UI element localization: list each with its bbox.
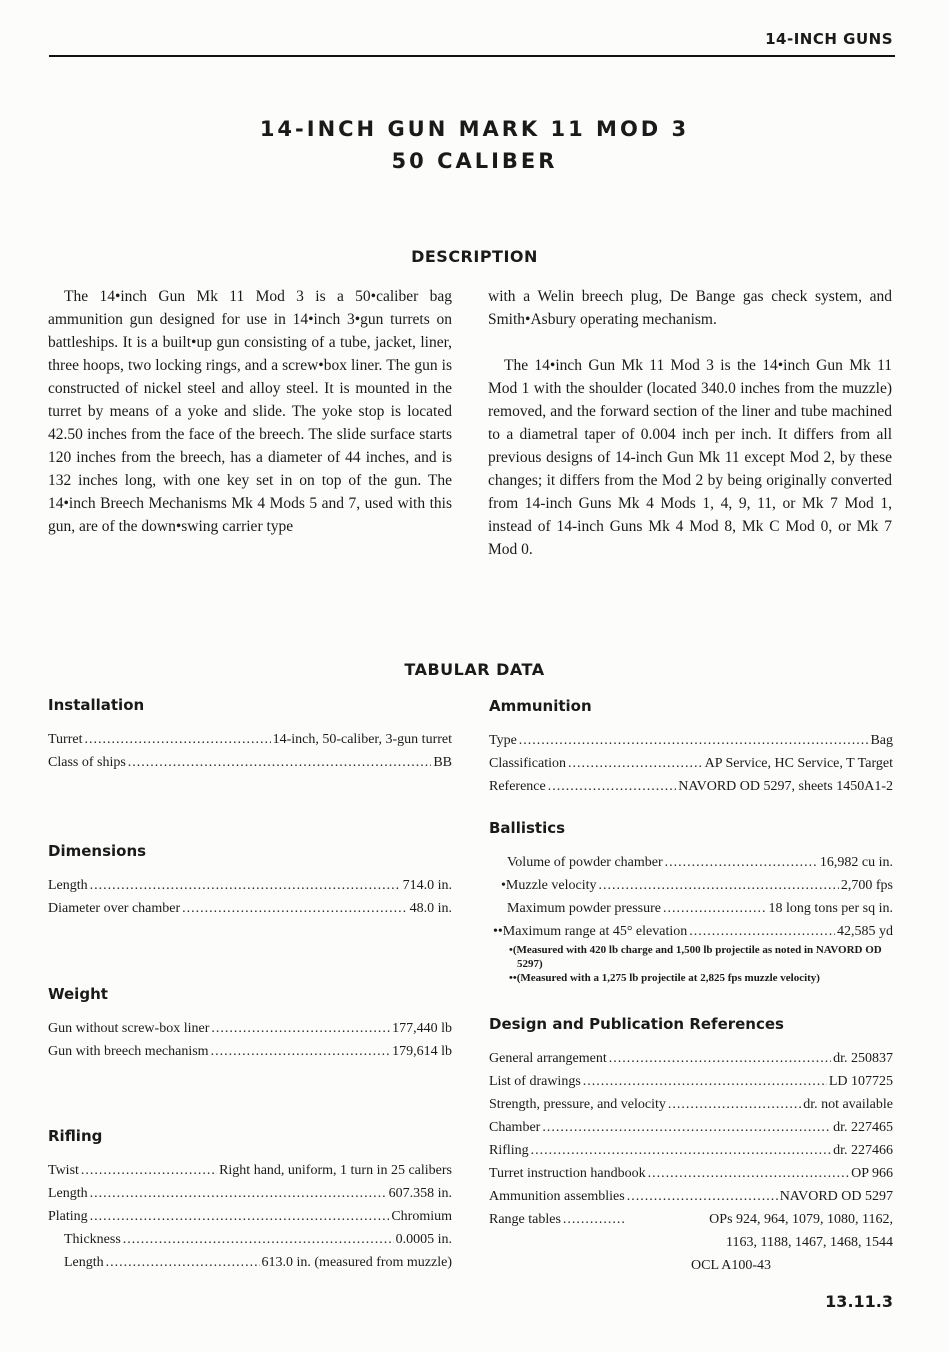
tabular-data-heading: TABULAR DATA (404, 660, 545, 679)
page-title (0, 113, 949, 177)
table-row: List of drawings ..... LD 107725 (489, 1070, 893, 1093)
table-row: Chamber ..... dr. 227465 (489, 1116, 893, 1139)
table-row: Rifling ..... dr. 227466 (489, 1139, 893, 1162)
table-row: Ammunition assemblies ..... NAVORD OD 5297 (489, 1185, 893, 1208)
section-heading: Dimensions (48, 842, 147, 860)
table-row: Turret instruction handbook ..... OP 966 (489, 1162, 893, 1185)
table-row: ••Maximum range at 45° elevation ..... 42,585 yd (493, 920, 893, 943)
table-row: Diameter over chamber ..... 48.0 in. (48, 897, 452, 920)
range-tables-continued: 1163, 1188, 1467, 1468, 1544 (726, 1235, 893, 1250)
table-row: General arrangement ..... dr. 250837 (489, 1047, 893, 1070)
section-heading: Ammunition (489, 697, 592, 715)
table-row: Twist ..... Right hand, uniform, 1 turn in 25 calibers (48, 1159, 452, 1182)
table-row: Range tables ..... OPs 924, 964, 1079, 1080, 1162, (489, 1208, 893, 1231)
description-heading: DESCRIPTION (411, 247, 538, 266)
weight-section (48, 985, 452, 1063)
range-tables-ocl: OCL A100-43 (691, 1258, 771, 1273)
running-head: 14-INCH GUNS (765, 30, 893, 48)
description-left-column (48, 285, 452, 561)
header-rule (49, 55, 895, 57)
section-heading: Rifling (48, 1127, 103, 1145)
table-row: Gun with breech mechanism ..... 179,614 lb (48, 1040, 452, 1063)
installation-section (48, 696, 452, 774)
title-line-2: 50 CALIBER (391, 149, 558, 173)
table-row: Length ..... 714.0 in. (48, 874, 452, 897)
rifling-section (48, 1127, 452, 1274)
table-row: Strength, pressure, and velocity ..... dr. not available (489, 1093, 893, 1116)
references-section (489, 1015, 893, 1277)
table-row: Type ..... Bag (489, 729, 893, 752)
page-number: 13.11.3 (825, 1292, 893, 1311)
table-row: Volume of powder chamber ..... 16,982 cu in. (507, 851, 893, 874)
table-row: Reference ..... NAVORD OD 5297, sheets 1450A1-2 (489, 775, 893, 798)
table-row: Thickness ..... 0.0005 in. (48, 1228, 452, 1251)
section-heading: Design and Publication References (489, 1015, 784, 1033)
dimensions-section (48, 842, 452, 920)
table-row: •Muzzle velocity ..... 2,700 fps (501, 874, 893, 897)
section-heading: Weight (48, 985, 108, 1003)
description-paragraph: The 14•inch Gun Mk 11 Mod 3 is the 14•inch Gun Mk 11 Mod 1 with the shoulder (located 340.0 inches from the muzzle) removed, and the forward section of the liner and tube machined to a diametral taper of 0.004 inch per inch. It differs from all previous designs of 14-inch Gun Mk 11 except Mod 2, by these changes; it differs from the Mod 2 by being originally converted from 14-inch Guns Mk 4 Mods 1, 4, 9, 11, or Mk 7 Mod 1, instead of 14-inch Guns Mk 4 Mod 8, Mk C Mod 0, or Mk 7 Mod 0. (488, 357, 892, 558)
title-line-1: 14-INCH GUN MARK 11 MOD 3 (259, 117, 690, 141)
description-right-column (488, 285, 892, 584)
table-row: Length ..... 613.0 in. (measured from muzzle) (48, 1251, 452, 1274)
footnote: ••(Measured with a 1,275 lb projectile at 2,825 fps muzzle velocity) (509, 972, 820, 984)
footnote: •(Measured with 420 lb charge and 1,500 lb projectile as noted in NAVORD OD 5297) (509, 944, 882, 970)
table-row: Turret ..... 14-inch, 50-caliber, 3-gun turret (48, 728, 452, 751)
table-row: Gun without screw-box liner ..... 177,440 lb (48, 1017, 452, 1040)
ammunition-section (489, 697, 893, 798)
ballistics-section (489, 819, 893, 985)
table-row: Plating ..... Chromium (48, 1205, 452, 1228)
section-heading: Ballistics (489, 819, 566, 837)
section-heading: Installation (48, 696, 145, 714)
table-row: Classification ..... AP Service, HC Service, T Target (489, 752, 893, 775)
description-paragraph: with a Welin breech plug, De Bange gas check system, and Smith•Asbury operating mechanism. (488, 288, 892, 328)
table-row: Maximum powder pressure ..... 18 long tons per sq in. (507, 897, 893, 920)
table-row: Length ..... 607.358 in. (48, 1182, 452, 1205)
table-row: Class of ships ..... BB (48, 751, 452, 774)
description-paragraph: The 14•inch Gun Mk 11 Mod 3 is a 50•caliber bag ammunition gun designed for use in 14•inch 3•gun turrets on battleships. It is a built•up gun consisting of a tube, jacket, liner, three hoops, two locking rings, and a screw•box liner. The gun is constructed of nickel steel and alloy steel. It is mounted in the turret by means of a yoke and slide. The yoke stop is located 42.50 inches from the face of the breech. The slide surface starts 120 inches from the breech, has a diameter of 44 inches, and is 132 inches long, with one key set in on top of the gun. The 14•inch Breech Mechanisms Mk 4 Mods 5 and 7, used with this gun, are of the down•swing carrier type (48, 288, 452, 535)
